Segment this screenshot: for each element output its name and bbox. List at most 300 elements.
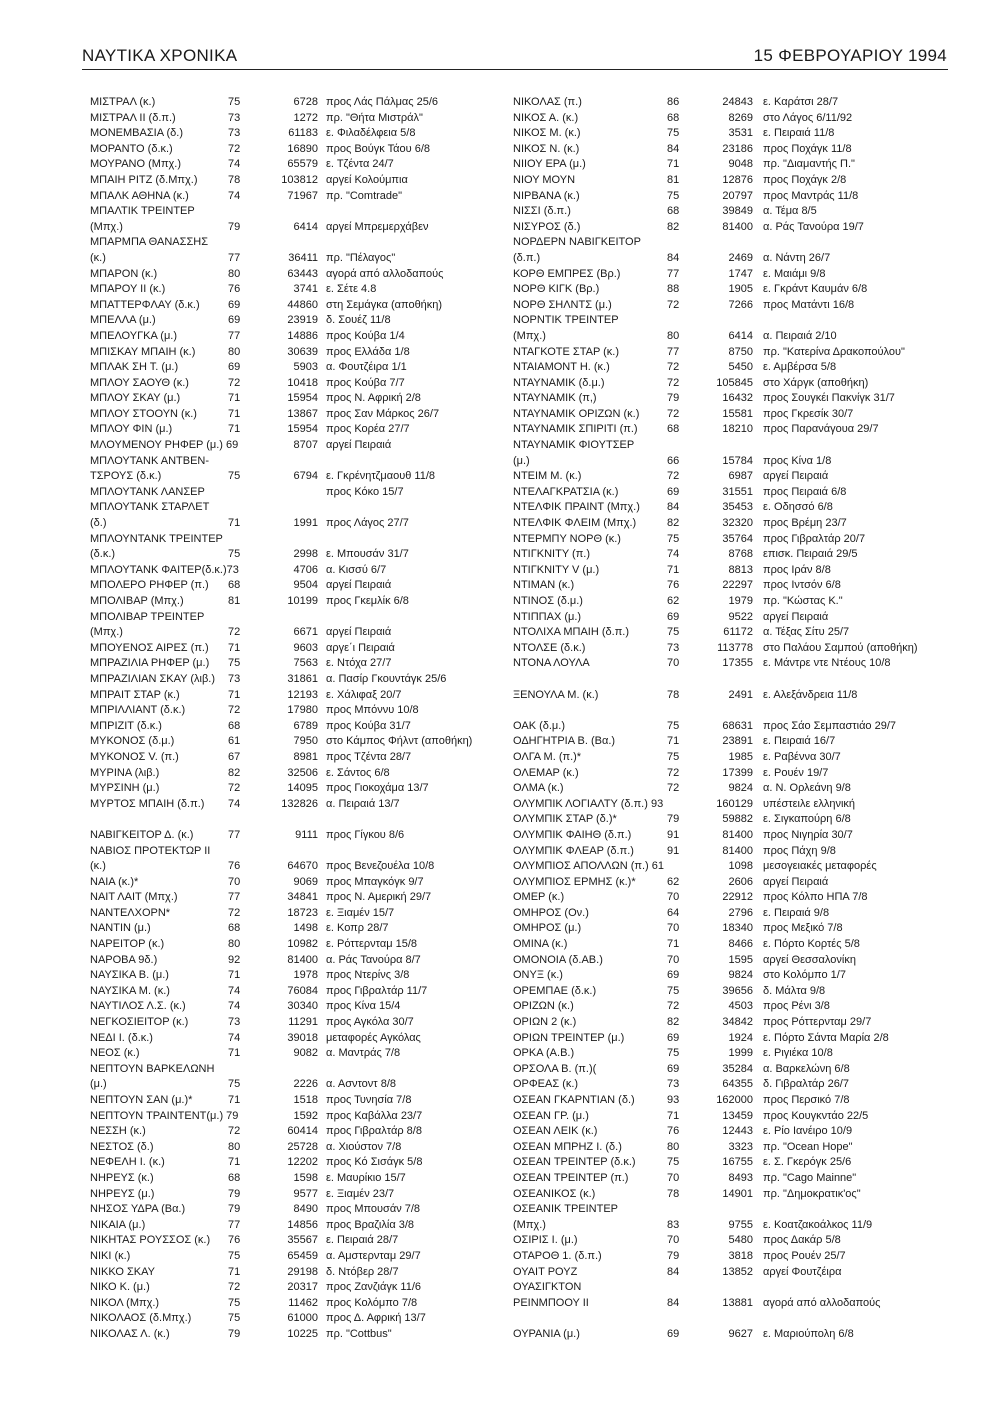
status: α. Τέμα 8/5 <box>763 205 817 218</box>
tonnage: 36411 <box>288 251 318 264</box>
ship-row <box>90 999 490 1015</box>
status: προς Ποχάγκ 2/8 <box>763 173 847 186</box>
vessel-name: ΝΤΟΛΣΕ (δ.κ.) <box>513 641 586 654</box>
vessel-name: (δ.π.) <box>513 251 541 264</box>
vessel-name: ΟΛΥΜΠΙΚ ΦΛΕΑΡ (δ.π.) <box>513 844 634 857</box>
tonnage: 39656 <box>722 984 753 997</box>
build-year: 83 <box>667 1218 680 1231</box>
tonnage: 9069 <box>293 875 318 888</box>
tonnage: 23186 <box>722 142 753 155</box>
tonnage: 6789 <box>293 719 318 732</box>
vessel-name: (μ.) <box>513 454 530 467</box>
ship-row <box>90 407 490 423</box>
status: προς Ιντσόν 6/8 <box>763 579 841 592</box>
ship-row <box>513 532 953 548</box>
status: ε. Ρόττερνταμ 15/8 <box>326 938 418 951</box>
right-column <box>513 95 953 1343</box>
build-year: 68 <box>228 1171 241 1184</box>
status: προς Βούγκ Τάου 6/8 <box>326 142 431 155</box>
status: στο Λάγος 6/11/92 <box>763 111 853 124</box>
ship-row <box>90 500 490 516</box>
ship-row <box>90 95 490 111</box>
build-year: 67 <box>228 750 241 763</box>
tonnage: 4706 <box>293 563 318 576</box>
status: α. Φουτζέιρα 1/1 <box>326 361 407 374</box>
vessel-name: ΟΑΚ (δ.μ.) <box>513 719 565 732</box>
vessel-name: ΝΗΡΕΥΣ (μ.) <box>90 1187 155 1200</box>
ship-row <box>513 563 953 579</box>
vessel-name: ΟΥΑΙΤ ΡΟΥΖ <box>513 1265 578 1278</box>
vessel-name: ΝΙΚΟ Κ. (μ.) <box>90 1281 150 1294</box>
ship-row <box>90 656 490 672</box>
ship-row <box>90 220 490 236</box>
vessel-name: ΝΕΠΤΟΥΝ ΤΡΑΙΝΤΕΝΤ(μ.) 79 <box>90 1109 239 1122</box>
vessel-name: ΝΕΠΤΟΥΝ ΣΑΝ (μ.)* <box>90 1094 193 1106</box>
ship-row <box>90 1202 490 1218</box>
tonnage: 76084 <box>287 984 318 997</box>
build-year: 73 <box>228 1016 241 1029</box>
build-year: 79 <box>667 1249 680 1262</box>
build-year: 92 <box>228 953 241 966</box>
tonnage: 6794 <box>293 470 318 483</box>
status: ε. Αλεξάνδρεια 11/8 <box>763 688 858 701</box>
ship-row <box>90 703 490 719</box>
vessel-name: ΝΟΡΔΕΡΝ ΝΑΒΙΓΚΕΙΤΟΡ <box>513 236 641 249</box>
build-year: 70 <box>667 657 680 670</box>
vessel-name: ΝΑΝΤΕΛΧΟΡΝ* <box>90 906 171 919</box>
vessel-name: ΝΙΚΟΣ Α. (κ.) <box>513 111 579 124</box>
ship-row <box>513 656 953 672</box>
tonnage: 14901 <box>722 1187 753 1200</box>
vessel-name: ΝΤΑΙΑΜΟΝΤ Η. (κ.) <box>513 361 610 374</box>
ship-row <box>90 1124 490 1140</box>
tonnage: 3531 <box>728 127 753 140</box>
vessel-name: ΝΙΚΑΙΑ (μ.) <box>90 1218 146 1231</box>
tonnage: 23891 <box>722 735 753 748</box>
status: ε. Πειραιά 9/8 <box>763 906 830 919</box>
status: αγορά από αλλοδαπούς <box>763 1296 881 1309</box>
ship-row <box>90 688 490 704</box>
vessel-name: ΟΡΙΖΩΝ (κ.) <box>513 1000 574 1013</box>
ship-row <box>513 828 953 844</box>
build-year: 79 <box>667 392 680 405</box>
ship-row <box>513 937 953 953</box>
build-year: 72 <box>667 1000 680 1013</box>
ship-row <box>513 968 953 984</box>
vessel-name: ΝΤΙΓΚΝΙΤΥ (π.) <box>513 548 590 561</box>
vessel-name: ΝΕΟΣ (κ.) <box>90 1047 140 1060</box>
ship-row <box>90 812 490 828</box>
build-year: 72 <box>228 782 241 795</box>
tonnage: 1999 <box>728 1047 753 1060</box>
status: αργεί Πειραιά <box>763 610 829 623</box>
tonnage: 11462 <box>288 1296 318 1309</box>
build-year: 88 <box>667 283 680 296</box>
status: προς Κίνα 1/8 <box>763 454 832 467</box>
build-year: 78 <box>667 1187 680 1200</box>
vessel-name: ΝΑΥΣΙΚΑ Μ. (κ.) <box>90 984 170 997</box>
tonnage: 8981 <box>293 750 318 763</box>
vessel-name: ΜΠΛΟΥ ΣΚΑΥ (μ.) <box>90 392 181 405</box>
vessel-name: ΟΣΕΑΝΙΚ ΤΡΕΙΝΤΕΡ <box>513 1203 619 1216</box>
ship-row <box>90 937 490 953</box>
ship-row <box>90 844 490 860</box>
tonnage: 35567 <box>287 1234 318 1247</box>
build-year: 72 <box>667 766 680 779</box>
tonnage: 8707 <box>293 439 318 452</box>
build-year: 84 <box>667 501 680 514</box>
build-year: 80 <box>667 329 680 342</box>
tonnage: 15784 <box>722 454 753 467</box>
status: αργεί Πειραιά <box>326 439 392 452</box>
ship-row <box>513 360 953 376</box>
vessel-name: ΝΑΒΙΓΚΕΙΤΟΡ Δ. (κ.) <box>90 828 194 841</box>
ship-row <box>513 1202 953 1218</box>
status: πρ. "Δημοκρατικ'ος" <box>763 1187 861 1200</box>
ship-row <box>90 1015 490 1031</box>
build-year: 74 <box>228 1000 241 1013</box>
vessel-name: ΝΑΝΤΙΝ (μ.) <box>90 922 151 935</box>
status: ε. Γκρένητζμαουθ 11/8 <box>326 470 435 483</box>
vessel-name: ΝΤΑΥΝΑΜΙΚ (π,) <box>513 392 597 405</box>
vessel-name: ΝΟΡΝΤΙΚ ΤΡΕΙΝΤΕΡ <box>513 314 619 327</box>
vessel-name: ΝΕΔΙ Ι. (δ.κ.) <box>90 1031 153 1044</box>
status: πρ. "Θήτα Μιστράλ" <box>326 111 423 124</box>
ship-row <box>513 1140 953 1156</box>
status: ε. Αμβέρσα 5/8 <box>763 361 837 374</box>
build-year: 68 <box>228 719 241 732</box>
tonnage: 12876 <box>722 173 753 186</box>
tonnage: 20317 <box>287 1281 318 1294</box>
ship-row <box>90 422 490 438</box>
status: πρ. "Κώστας Κ." <box>763 595 843 607</box>
ship-row <box>513 1109 953 1125</box>
ship-row <box>513 500 953 516</box>
build-year: 80 <box>667 1140 680 1153</box>
build-year: 68 <box>667 205 680 218</box>
status: πρ. "Cottbus" <box>326 1327 392 1340</box>
status: προς Κούβα 31/7 <box>326 719 411 732</box>
build-year: 70 <box>667 953 680 966</box>
tonnage: 9824 <box>728 969 753 982</box>
build-year: 79 <box>667 813 680 826</box>
ship-row <box>90 142 490 158</box>
vessel-name: ΟΛΥΜΠΙΟΣ ΕΡΜΗΣ (κ.)* <box>513 875 636 888</box>
ship-row <box>90 719 490 735</box>
vessel-name: ΝΙΙΟΥ ΕΡΑ (μ.) <box>513 158 586 171</box>
status: ε. Σιγκαπούρη 6/8 <box>763 813 851 826</box>
ship-row <box>513 610 953 626</box>
tonnage: 29198 <box>287 1265 318 1278</box>
status: ε. Ντόχα 27/7 <box>326 657 392 670</box>
status: α. Τέξας Σίτυ 25/7 <box>763 626 850 639</box>
ship-row <box>513 469 953 485</box>
vessel-name: ΝΙΡΒΑΝΑ (κ.) <box>513 189 580 202</box>
build-year: 75 <box>667 532 680 545</box>
build-year: 62 <box>667 875 680 888</box>
ship-row <box>513 157 953 173</box>
status: προς Λάγος 27/7 <box>326 517 409 530</box>
vessel-name: ΝΗΡΕΥΣ (κ.) <box>90 1171 154 1184</box>
status: προς Γκρεσίκ 30/7 <box>763 407 854 420</box>
status: προς Ελλάδα 1/8 <box>326 345 410 358</box>
build-year: 74 <box>228 158 241 171</box>
vessel-name: ΝΕΣΤΟΣ (δ.) <box>90 1140 154 1153</box>
ship-row <box>513 1093 953 1109</box>
tonnage: 2491 <box>728 688 753 701</box>
status: προς Καβάλλα 23/7 <box>326 1109 423 1122</box>
build-year: 76 <box>667 579 680 592</box>
ship-row <box>513 1046 953 1062</box>
tonnage: 5480 <box>728 1234 753 1247</box>
tonnage: 9522 <box>728 610 753 623</box>
ship-row <box>513 734 953 750</box>
tonnage: 17399 <box>722 766 753 779</box>
status: προς Δ. Αφρική 13/7 <box>326 1312 426 1325</box>
build-year: 81 <box>667 173 680 186</box>
vessel-name: ΝΤΑΥΝΑΜΙΚ (δ.μ.) <box>513 376 605 389</box>
vessel-name: ΜΠΟΥΕΝΟΣ ΑΙΡΕΣ (π.) <box>90 641 209 654</box>
build-year: 77 <box>228 251 241 264</box>
vessel-name: ΜΠΑΛΚ ΑΘΗΝΑ (κ.) <box>90 189 189 202</box>
tonnage: 1272 <box>293 111 318 124</box>
ship-row <box>513 844 953 860</box>
status: προς Κουγκντάο 22/5 <box>763 1109 869 1122</box>
build-year: 76 <box>228 860 241 873</box>
ship-row <box>513 313 953 329</box>
vessel-name: ΜΠΙΣΚΑΥ ΜΠΑΙΗ (κ.) <box>90 345 196 358</box>
tonnage: 1985 <box>728 750 753 763</box>
build-year: 72 <box>667 782 680 795</box>
ship-row <box>513 641 953 657</box>
tonnage: 15954 <box>287 423 318 436</box>
tonnage: 13852 <box>722 1265 753 1278</box>
vessel-name: ΝΤΙΝΟΣ (δ.μ.) <box>513 595 583 607</box>
ship-row <box>90 594 490 610</box>
build-year: 70 <box>228 875 241 888</box>
status: ε. Μαυρίκιο 15/7 <box>326 1171 406 1184</box>
status: ε. Ξιαμέν 23/7 <box>326 1187 395 1200</box>
ship-row <box>513 189 953 205</box>
status: ε. Γκράντ Καυμάν 6/8 <box>763 283 868 296</box>
build-year: 70 <box>667 1234 680 1247</box>
issue-date: 15 ΦΕΒΡΟΥΑΡΙΟΥ 1994 <box>753 46 947 65</box>
ship-row <box>90 797 490 813</box>
vessel-name: ΟΣΕΑΝ ΓΚΑΡΝΤΙΑΝ (δ.) <box>513 1094 635 1106</box>
tonnage: 31861 <box>287 672 318 685</box>
ship-row <box>90 921 490 937</box>
build-year: 76 <box>228 1234 241 1247</box>
tonnage: 15581 <box>722 407 753 420</box>
tonnage: 7563 <box>293 657 318 670</box>
vessel-name: ΝΤΕΛΦΙΚ ΦΛΕΙΜ (Μπχ.) <box>513 517 637 530</box>
status: στη Σεμάγκα (αποθήκη) <box>326 298 443 311</box>
ship-row <box>90 641 490 657</box>
vessel-name: ΟΥΡΑΝΙΑ (μ.) <box>513 1327 580 1340</box>
ship-row <box>90 173 490 189</box>
build-year: 81 <box>228 595 241 607</box>
status: αργεί Μπρεμερχάβεν <box>326 220 429 233</box>
vessel-name: ΟΤΑΡΟΘ 1. (δ.π.) <box>513 1249 602 1262</box>
build-year: 80 <box>228 267 241 280</box>
build-year: 77 <box>228 828 241 841</box>
ship-row <box>90 1077 490 1093</box>
vessel-name: ΚΟΡΘ ΕΜΠΡΕΣ (Βρ.) <box>513 267 621 280</box>
build-year: 71 <box>228 969 241 982</box>
build-year: 82 <box>667 517 680 530</box>
status: α. Βαρκελώνη 6/8 <box>763 1062 850 1075</box>
ship-row <box>90 1046 490 1062</box>
ship-row <box>513 391 953 407</box>
ship-row <box>513 1171 953 1187</box>
vessel-name: ΜΥΡΣΙΝΗ (μ.) <box>90 782 160 795</box>
vessel-name: ΜΛΟΥΜΕΝΟΥ ΡΗΦΕΡ (μ.) 69 <box>90 439 239 452</box>
vessel-name: ΝΙΚΚΟ ΣΚΑΥ <box>90 1265 155 1278</box>
build-year: 75 <box>228 1312 241 1325</box>
build-year: 73 <box>667 641 680 654</box>
status: α. Πειραιά 2/10 <box>763 329 837 342</box>
ship-row <box>90 204 490 220</box>
ship-row <box>513 890 953 906</box>
status: προς Σουγκέι Πακνίγκ 31/7 <box>763 392 895 405</box>
tonnage: 2469 <box>728 251 753 264</box>
vessel-name: ΟΡΙΩΝ 2 (κ.) <box>513 1016 577 1029</box>
status: πρ. "Πέλαγος" <box>326 251 396 264</box>
build-year: 72 <box>667 298 680 311</box>
build-year: 75 <box>228 96 241 108</box>
build-year: 72 <box>228 626 241 639</box>
status: δ. Μάλτα 9/8 <box>763 984 826 997</box>
build-year: 70 <box>667 922 680 935</box>
vessel-name: ΜΟΡΑΝΤΟ (δ.κ.) <box>90 142 173 155</box>
vessel-name: ΝΑΙΑ (κ.)* <box>90 875 139 888</box>
ship-row <box>90 750 490 766</box>
status: προς Τυνησία 7/8 <box>326 1094 412 1106</box>
vessel-name: ΜΠΛΑΚ ΣΗ Τ. (μ.) <box>90 361 179 374</box>
build-year: 71 <box>667 1109 680 1122</box>
status: προς Βρέμη 23/7 <box>763 517 847 530</box>
status: προς Βραζιλία 3/8 <box>326 1218 415 1231</box>
ship-row <box>90 547 490 563</box>
tonnage: 2796 <box>728 906 753 919</box>
tonnage: 16432 <box>722 392 753 405</box>
status: προς Ρουέν 25/7 <box>763 1249 846 1262</box>
build-year: 80 <box>228 345 241 358</box>
vessel-name: ΟΥΑΣΙΓΚΤΟΝ <box>513 1281 582 1294</box>
ship-row <box>90 610 490 626</box>
build-year: 73 <box>228 111 241 124</box>
status: α. Πασίρ Γκουντάγκ 25/6 <box>326 672 447 685</box>
ship-row <box>90 1296 490 1312</box>
tonnage: 1598 <box>293 1171 318 1184</box>
tonnage: 6671 <box>293 626 318 639</box>
build-year: 73 <box>667 1078 680 1091</box>
status: α. Ασντοντ 8/8 <box>326 1078 396 1091</box>
ship-row <box>90 1265 490 1281</box>
ship-row <box>513 906 953 922</box>
build-year: 71 <box>667 938 680 951</box>
vessel-name: (κ.) <box>90 860 106 873</box>
status: επισκ. Πειραιά 29/5 <box>763 548 858 561</box>
tonnage: 81400 <box>287 953 318 966</box>
vessel-name: ΟΣΕΑΝ ΜΠΡΗΖ Ι. (δ.) <box>513 1140 622 1153</box>
vessel-name: ΡΕΙΝΜΠΟΟΥ ΙΙ <box>513 1296 589 1309</box>
status: πρ. "Διαμαντής Π." <box>763 158 855 171</box>
build-year: 69 <box>228 361 241 374</box>
vessel-name: ΝΕΦΕΛΗ Ι. (κ.) <box>90 1156 165 1169</box>
tonnage: 5450 <box>728 361 753 374</box>
ship-row <box>90 781 490 797</box>
tonnage: 64670 <box>287 860 318 873</box>
status: προς Σάο Σεμπαστιάο 29/7 <box>763 719 897 732</box>
left-column <box>90 95 490 1343</box>
status: προς Ν. Αμερική 29/7 <box>326 891 432 904</box>
vessel-name: ΜΥΡΙΝΑ (λιβ.) <box>90 766 160 779</box>
status: προς Ποχάγκ 11/8 <box>763 142 852 155</box>
status: πρ. "Ocean Hope" <box>763 1140 853 1153</box>
ship-row <box>513 173 953 189</box>
tonnage: 3323 <box>728 1140 753 1153</box>
vessel-name: ΝΤΑΥΝΑΜΙΚ ΟΡΙΖΩΝ (κ.) <box>513 407 640 420</box>
tonnage: 113778 <box>717 641 753 654</box>
vessel-name: ΝΑΡΟΒΑ 9δ.) <box>90 953 158 966</box>
tonnage: 18723 <box>287 906 318 919</box>
status: προς Ντερίνς 3/8 <box>326 969 410 982</box>
vessel-name: ΝΑΡΕΙΤΟΡ (κ.) <box>90 938 165 951</box>
tonnage: 9603 <box>293 641 318 654</box>
status: στο Χάργκ (αποθήκη) <box>763 376 869 389</box>
ship-row <box>90 1218 490 1234</box>
build-year: 80 <box>228 1140 241 1153</box>
header-rule <box>82 69 948 70</box>
status: προς Μαντράς 11/8 <box>763 189 859 202</box>
build-year: 72 <box>228 704 241 717</box>
vessel-name: (Μπχ.) <box>90 626 123 639</box>
tonnage: 7266 <box>728 298 753 311</box>
tonnage: 34841 <box>287 891 318 904</box>
vessel-name: ΟΣΕΑΝ ΛΕΙΚ (κ.) <box>513 1125 598 1138</box>
ship-row <box>513 875 953 891</box>
tonnage: 13867 <box>287 407 318 420</box>
ship-row <box>90 875 490 891</box>
tonnage: 8750 <box>728 345 753 358</box>
ship-row <box>90 578 490 594</box>
ship-row <box>513 438 953 454</box>
vessel-name: ΟΜΟΝΟΙΑ (δ.ΑΒ.) <box>513 953 603 966</box>
status: προς Ματάντι 16/8 <box>763 298 855 311</box>
tonnage: 8490 <box>293 1203 318 1216</box>
vessel-name: ΜΙΣΤΡΑΛ ΙΙ (δ.π.) <box>90 111 176 124</box>
tonnage: 59882 <box>722 813 753 826</box>
ship-row <box>90 968 490 984</box>
tonnage: 60414 <box>287 1125 318 1138</box>
ship-row <box>90 766 490 782</box>
build-year: 75 <box>667 719 680 732</box>
build-year: 72 <box>228 1125 241 1138</box>
build-year: 72 <box>667 376 680 389</box>
vessel-name: ΟΣΕΑΝ ΓΡ. (μ.) <box>513 1109 589 1122</box>
build-year: 75 <box>667 1156 680 1169</box>
build-year: 69 <box>667 1327 680 1340</box>
build-year: 70 <box>667 891 680 904</box>
ship-row <box>90 672 490 688</box>
tonnage: 8269 <box>728 111 753 124</box>
status: προς Νιγηρία 30/7 <box>763 828 853 841</box>
status: προς Αγκόλα 30/7 <box>326 1016 414 1029</box>
tonnage: 8466 <box>728 938 753 951</box>
tonnage: 61183 <box>288 127 318 140</box>
build-year: 71 <box>228 423 241 436</box>
